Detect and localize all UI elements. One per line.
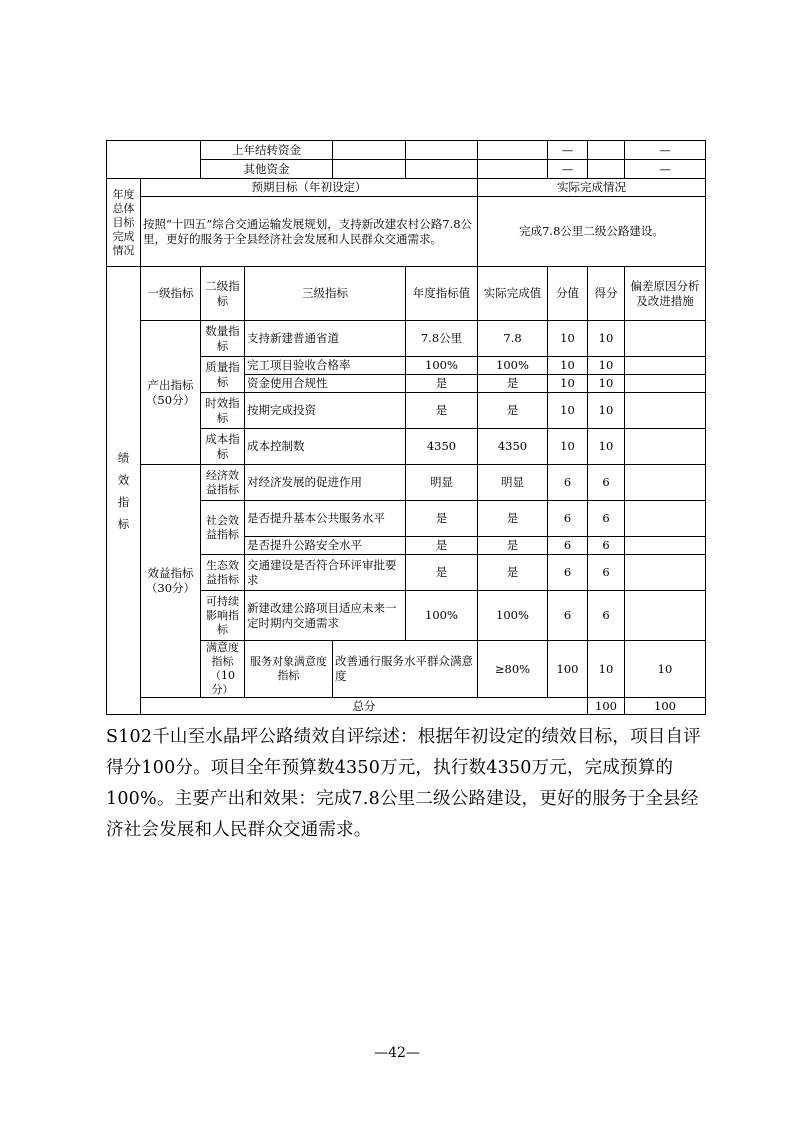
- page-number: —42—: [374, 1045, 420, 1061]
- actual-result-text: 完成7.8公里二级公路建设。: [478, 197, 706, 267]
- fund-score-dash: —: [548, 160, 588, 179]
- table-row: 质量指标 完工项目验收合格率 100% 100% 10 10: [107, 357, 706, 375]
- table-row: 是否提升公路安全水平 是 是 6 6: [107, 537, 706, 555]
- planned-goal-header: 预期目标（年初设定）: [141, 179, 478, 197]
- total-obtained: 100: [625, 698, 706, 715]
- self-evaluation-summary: S102千山至水晶坪公路绩效自评综述：根据年初设定的绩效目标，项目自评得分100分。项目全年预算数4350万元，执行数4350万元，完成预算的100%。主要产出和效果：完成7.8公里二级公路建设，更好的服务于全县经济社会发展和人民群众交通需求。: [106, 727, 701, 840]
- table-row: 时效指标 按期完成投资 是 是 10 10: [107, 393, 706, 429]
- fund-score-dash: —: [548, 141, 588, 160]
- deviation-header: 偏差原因分析及改进措施: [625, 267, 706, 321]
- indicator-header-row: [107, 267, 706, 321]
- annual-goal-row: [107, 197, 706, 267]
- level1-header: 一级指标: [141, 267, 201, 321]
- annual-target-header: 年度指标值: [406, 267, 478, 321]
- table-row: 社会效益指标 是否提升基本公共服务水平 是 是 6 6: [107, 501, 706, 537]
- table-row: 成本指标 成本控制数 4350 4350 10 10: [107, 429, 706, 465]
- annual-goal-header-row: [107, 179, 706, 197]
- actual-value-header: 实际完成值: [478, 267, 548, 321]
- satisfaction-group-label: 满意度指标（10分）: [201, 641, 245, 698]
- table-row: 满意度指标（10分） 服务对象满意度指标 改善通行服务水平群众满意度 ≥80% 100 10 10: [107, 641, 706, 698]
- table-row: 产出指标（50分） 数量指标 支持新建普通省道 7.8公里 7.8 10 10: [107, 321, 706, 357]
- total-label: 总分: [141, 698, 588, 715]
- table-row: 效益指标（30分） 经济效益指标 对经济发展的促进作用 明显 明显 6 6: [107, 465, 706, 501]
- benefit-group-label: 效益指标（30分）: [141, 465, 201, 698]
- obtained-header: 得分: [588, 267, 625, 321]
- table-row: 资金使用合规性 是 是 10 10: [107, 375, 706, 393]
- total-row: [107, 698, 706, 715]
- fund-row: [107, 141, 706, 160]
- level3-header: 三级指标: [245, 267, 406, 321]
- fund-label: 上年结转资金: [201, 141, 333, 160]
- performance-section-label: 绩效指标: [107, 267, 141, 715]
- table-row: 生态效益指标 交通建设是否符合环评审批要求 是 是 6 6: [107, 555, 706, 591]
- output-group-label: 产出指标（50分）: [141, 321, 201, 465]
- actual-result-header: 实际完成情况: [478, 179, 706, 197]
- score-header: 分值: [548, 267, 588, 321]
- fund-deviation-dash: —: [625, 141, 706, 160]
- table-row: 可持续影响指标 新建改建公路项目适应未来一定时期内交通需求 100% 100% 6 6: [107, 591, 706, 641]
- performance-table: [106, 140, 706, 715]
- total-score: 100: [588, 698, 625, 715]
- fund-label: 其他资金: [201, 160, 333, 179]
- fund-deviation-dash: —: [625, 160, 706, 179]
- annual-goal-label: 年度总体目标完成情况: [107, 179, 141, 267]
- planned-goal-text: 按照“十四五”综合交通运输发展规划，支持新改建农村公路7.8公里，更好的服务于全县经济社会发展和人民群众交通需求。: [141, 197, 478, 267]
- level2-header: 二级指标: [201, 267, 245, 321]
